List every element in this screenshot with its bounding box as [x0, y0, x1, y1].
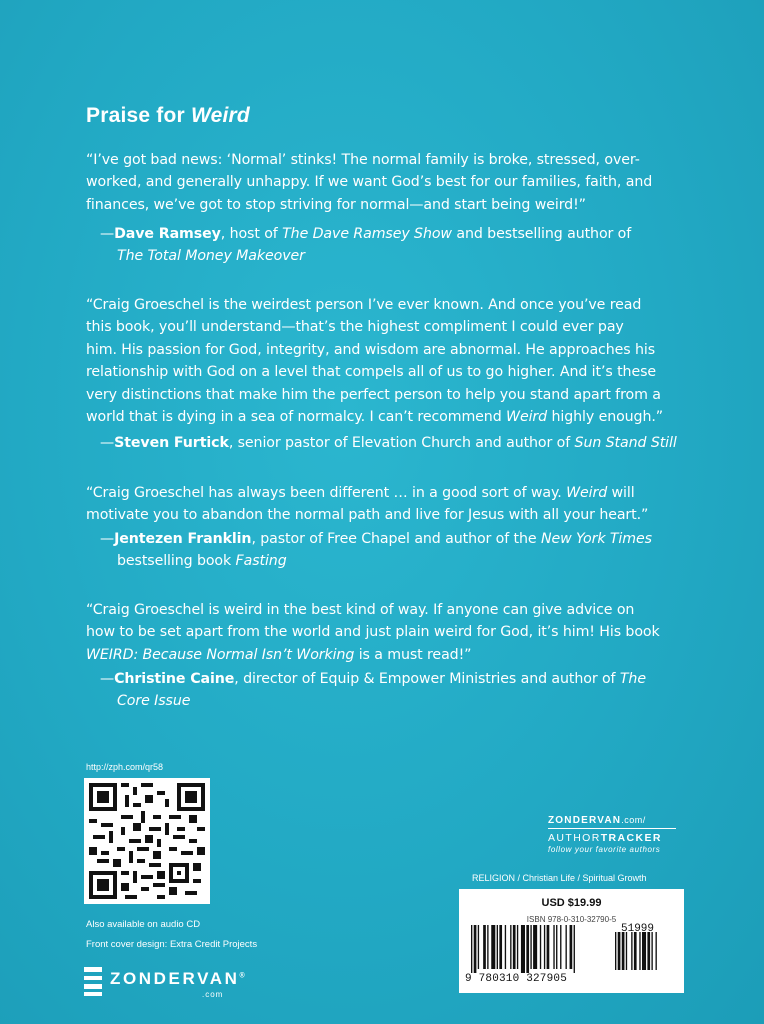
barcode-bar [497, 925, 498, 969]
author-tracker [548, 815, 680, 854]
tracker-brand-text: ZONDERVAN [548, 815, 622, 826]
addon-bar [618, 932, 621, 970]
attribution-title: The Dave Ramsey Show [282, 226, 452, 242]
addon-bar [639, 932, 640, 970]
barcode-bar [505, 925, 506, 969]
barcode-bar [556, 925, 557, 969]
attribution-3 [100, 528, 690, 573]
barcode-bar [471, 925, 472, 973]
quote-text: is a must read!” [354, 646, 472, 663]
barcode-bar [526, 925, 529, 973]
author-name: Steven Furtick [114, 435, 229, 451]
barcode-bar [566, 925, 567, 969]
attribution-dash: — [100, 671, 115, 687]
barcode-bar [547, 925, 550, 969]
barcode-bar [560, 925, 561, 969]
addon-bar [631, 932, 632, 970]
attribution-1 [100, 223, 690, 268]
barcode-bar [474, 925, 477, 973]
quote-line: motivate you to abandon the normal path and live for Jesus with all your heart.” [86, 507, 649, 524]
quote-line [86, 482, 686, 504]
attribution-title: New York Times [540, 531, 652, 547]
attribution-dash: — [100, 226, 115, 242]
quote-line: worked, and generally unhappy. If we want God’s best for our families, faith, and [86, 174, 653, 191]
addon-bar [634, 932, 637, 970]
quote-line: “I’ve got bad news: ‘Normal’ stinks! The normal family is broke, stressed, over- [86, 152, 640, 168]
attribution-title: Sun Stand Still [574, 435, 677, 451]
barcode-bar [513, 925, 516, 969]
barcode-bar [491, 925, 495, 969]
praise-heading-prefix: Praise for [86, 104, 185, 127]
quote-3 [86, 482, 686, 527]
addon-bar [642, 932, 646, 970]
barcode-bar [517, 925, 518, 969]
isbn-barcode [471, 925, 611, 973]
tracker-divider [548, 828, 676, 829]
attribution-text: and bestselling author of [451, 226, 632, 242]
author-name: Christine Caine [114, 671, 235, 687]
attribution-text: , director of Equip & Empower Ministries and author of [234, 671, 620, 687]
book-category: RELIGION / Christian Life / Spiritual Growth [472, 873, 647, 883]
barcode-bar [544, 925, 545, 969]
qr-url[interactable]: http://zph.com/qr58 [86, 762, 164, 772]
tracker-label [548, 832, 680, 844]
price: USD $19.99 [541, 897, 602, 909]
addon-bar [656, 932, 657, 970]
price-addon-barcode [615, 932, 677, 972]
praise-heading [86, 104, 250, 128]
publisher-domain: .com [202, 990, 224, 999]
design-credit: Front cover design: Extra Credit Projects [86, 939, 258, 950]
qr-code-icon [89, 783, 205, 899]
barcode-bar [540, 925, 541, 969]
praise-heading-title: Weird [190, 104, 250, 127]
qr-code[interactable] [84, 778, 210, 904]
attribution-text: , pastor of Free Chapel and author of the [251, 531, 541, 547]
attribution-4 [100, 668, 690, 713]
isbn: ISBN 978-0-310-32790-5 [526, 915, 617, 924]
barcode-bar [510, 925, 511, 969]
publisher-logo [84, 965, 284, 1005]
barcode-digits: 9 780310 327905 [465, 973, 568, 985]
attribution-title: The [619, 671, 646, 687]
quote-line: finances, we’ve got to stop striving for normal—and start being weird!” [86, 196, 586, 213]
author-name: Dave Ramsey [114, 226, 221, 242]
barcode-bar [574, 925, 575, 973]
barcode-bar [521, 925, 525, 973]
quote-text: highly enough.” [547, 409, 664, 426]
quote-text: will [607, 485, 635, 501]
addon-bar [622, 932, 625, 970]
quote-4 [86, 599, 686, 666]
tracker-domain: .com/ [621, 815, 646, 825]
publisher-name-text: ZONDERVAN [110, 969, 240, 988]
quote-text: “Craig Groeschel has always been different … in a good sort of way. [86, 485, 567, 501]
quote-line [86, 406, 686, 428]
tracker-tagline: follow your favorite authors [548, 845, 661, 854]
quote-book-title: WEIRD: Because Normal Isn’t Working [86, 646, 355, 663]
addon-bar [615, 932, 616, 970]
attribution-text: , host of [220, 226, 283, 242]
attribution-text: bestselling book [117, 553, 236, 570]
addon-bar [647, 932, 650, 970]
quote-line: “Craig Groeschel is the weirdest person I’ve ever known. And once you’ve read [86, 297, 642, 313]
registered-mark: ® [239, 972, 245, 980]
quote-line [86, 644, 686, 666]
addon-digits: 51999 [621, 923, 655, 935]
quote-line: very distinctions that make him the perfect person to help you stand apart from a [86, 386, 661, 403]
attribution-dash: — [100, 435, 115, 451]
barcode-bar [530, 925, 531, 969]
barcode-panel [459, 889, 684, 993]
barcode-bar [499, 925, 502, 969]
quote-line: “Craig Groeschel is weird in the best kind of way. If anyone can give advice on [86, 602, 635, 618]
attribution-text: , senior pastor of Elevation Church and author of [228, 435, 575, 451]
barcode-bar [483, 925, 486, 969]
zondervan-mark-icon [84, 965, 104, 997]
quote-line: him. His passion for God, integrity, and wisdom are abnormal. He approaches his [86, 341, 655, 358]
quote-text: world that is dying in a sea of normalcy. I can’t recommend [86, 409, 507, 426]
barcode-bar [533, 925, 537, 969]
audio-note: Also available on audio CD [86, 919, 201, 930]
quote-2 [86, 294, 686, 428]
attribution-title: Core Issue [117, 693, 191, 710]
quote-line: this book, you’ll understand—that’s the highest compliment I could ever pay [86, 319, 624, 336]
author-name: Jentezen Franklin [114, 531, 252, 547]
tracker-brand [548, 815, 680, 826]
barcode-bar [553, 925, 554, 969]
attribution-dash: — [100, 531, 115, 547]
quote-book-title: Weird [506, 409, 548, 426]
quote-1 [86, 149, 686, 216]
attribution-line [100, 550, 690, 572]
barcode-bar [478, 925, 479, 969]
attribution-title: Fasting [235, 553, 287, 570]
attribution-2 [100, 432, 690, 454]
publisher-name [110, 969, 245, 989]
quote-line: relationship with God on a level that compels all of us to go higher. And it’s these [86, 364, 656, 381]
barcode-bar [487, 925, 488, 969]
barcode-bar [570, 925, 573, 969]
tracker-tracker: TRACKER [600, 832, 662, 844]
quote-line: how to be set apart from the world and just plain weird for God, it’s him! His book [86, 624, 660, 641]
attribution-title: The Total Money Makeover [117, 248, 305, 265]
quote-book-title: Weird [566, 485, 608, 501]
addon-bar [651, 932, 652, 970]
addon-bar [626, 932, 627, 970]
tracker-author: AUTHOR [548, 832, 601, 844]
